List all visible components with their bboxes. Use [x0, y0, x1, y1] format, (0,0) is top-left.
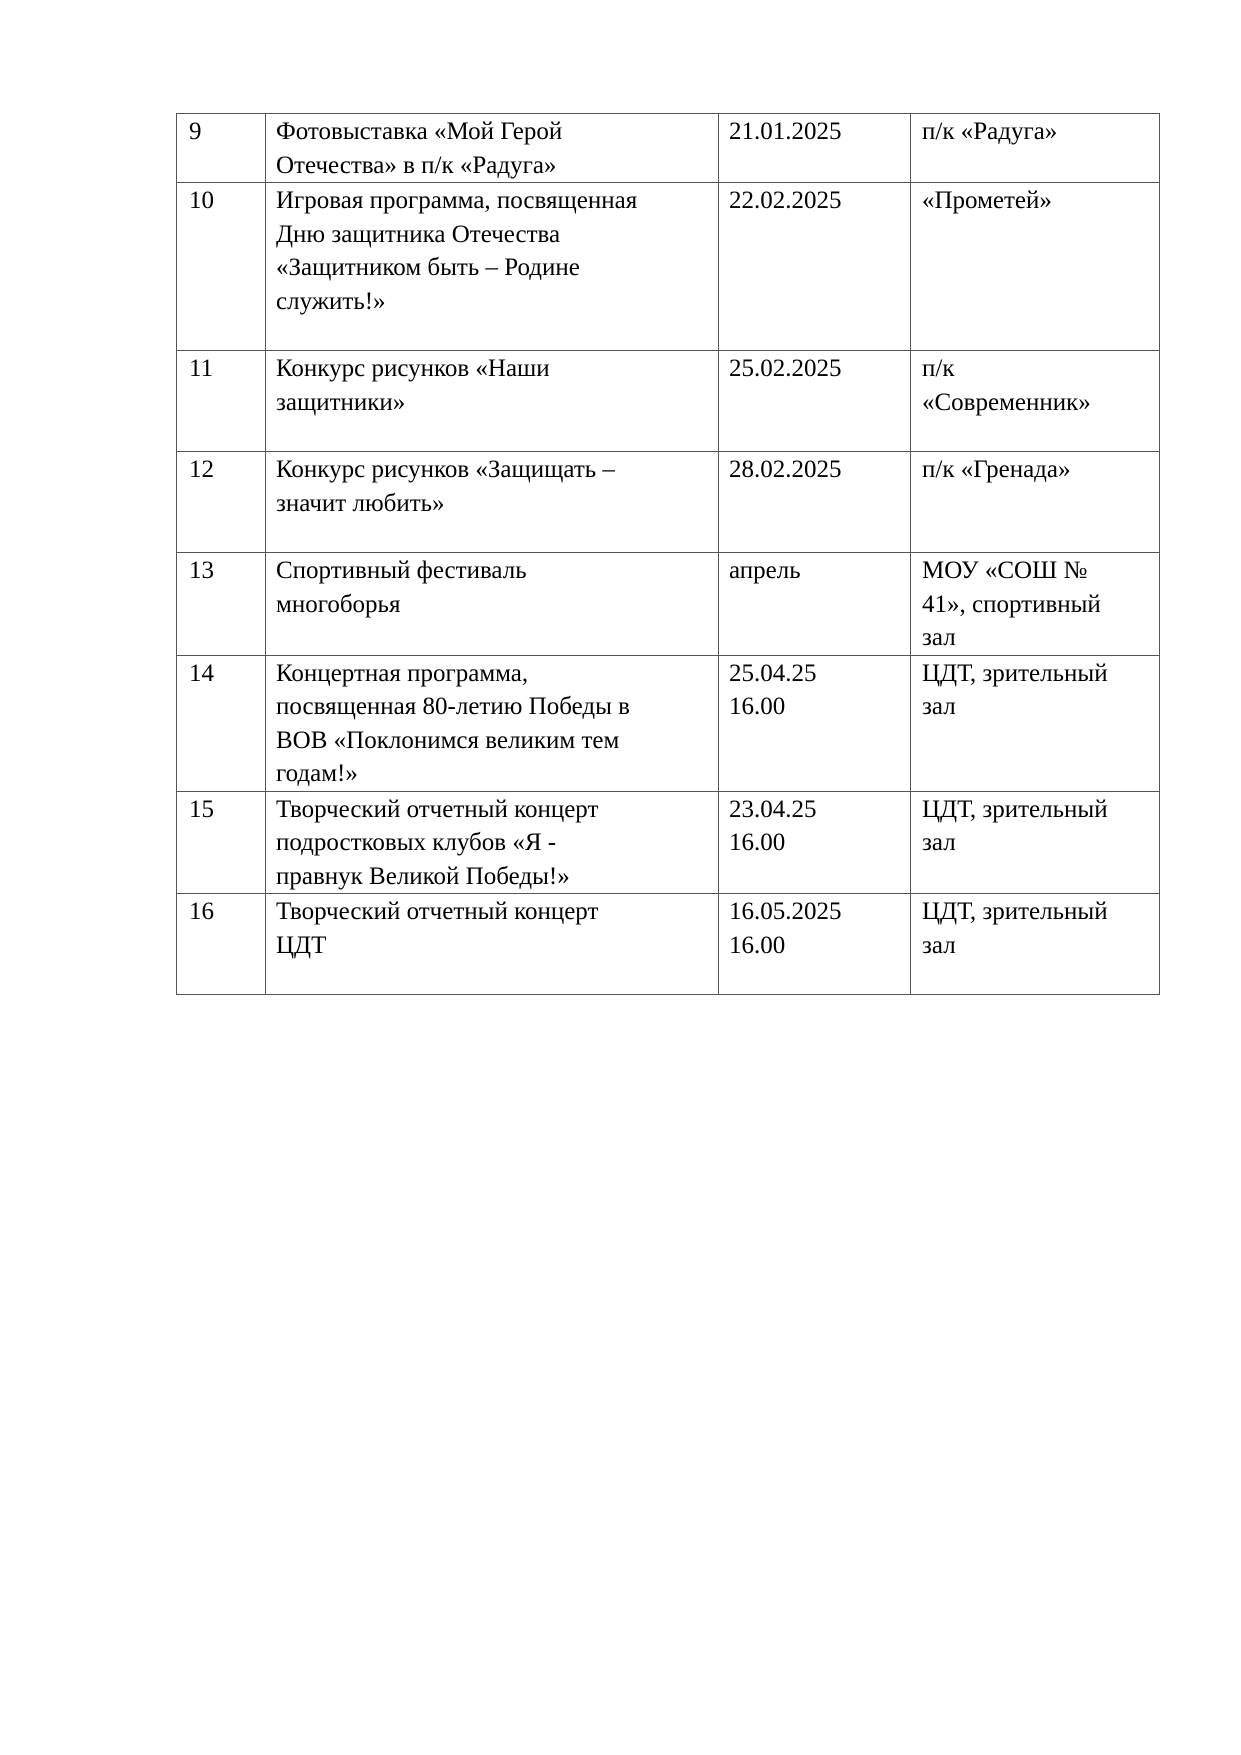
event-venue-line: п/к [922, 355, 955, 382]
event-date-line: 22.02.2025 [729, 187, 842, 214]
event-venue-cell [911, 114, 1160, 183]
event-name-line: Творческий отчетный концерт [276, 795, 599, 823]
event-venue-line: зал [922, 693, 956, 720]
row-number: 15 [189, 795, 214, 823]
table-row [177, 553, 1160, 656]
event-venue-line: «Современник» [922, 388, 1091, 416]
event-date-cell [719, 114, 911, 183]
row-number-cell [177, 183, 266, 351]
row-number: 11 [189, 355, 214, 382]
event-name-cell [266, 183, 719, 351]
row-number-cell [177, 553, 266, 656]
event-name-cell [266, 655, 719, 791]
events-table [176, 113, 1160, 995]
event-name-line: посвященная 80-летию Победы в [276, 693, 630, 720]
table-row [177, 114, 1160, 183]
event-name-line: правнук Великой Победы!» [276, 862, 570, 890]
event-date-cell [719, 791, 911, 894]
event-venue-line: зал [922, 931, 956, 959]
event-venue-line: МОУ «СОШ № [922, 557, 1088, 584]
event-name-line: ВОВ «Поклонимся великим тем [276, 726, 620, 754]
row-number: 16 [189, 898, 214, 925]
events-table-body [177, 114, 1160, 995]
event-name-cell [266, 791, 719, 894]
event-date-cell [719, 553, 911, 656]
row-number-cell [177, 894, 266, 995]
event-name-line: Концертная программа, [276, 659, 529, 687]
event-name-line: Творческий отчетный концерт [276, 898, 599, 925]
event-date-line: 21.01.2025 [729, 118, 842, 145]
row-number: 14 [189, 659, 214, 687]
event-venue-cell [911, 791, 1160, 894]
event-venue-cell [911, 183, 1160, 351]
event-venue-cell [911, 351, 1160, 452]
row-number-cell [177, 351, 266, 452]
event-date-cell [719, 452, 911, 553]
row-number: 13 [189, 557, 214, 584]
event-date-cell [719, 351, 911, 452]
event-name-line: служить!» [276, 287, 386, 315]
event-venue-cell [911, 894, 1160, 995]
event-date-line: 25.04.25 [729, 659, 817, 687]
event-venue-line: ЦДТ, зрительный [922, 795, 1108, 823]
event-name-cell [266, 351, 719, 452]
table-row [177, 452, 1160, 553]
event-name-line: Конкурс рисунков «Защищать – [276, 456, 615, 483]
event-venue-line: зал [922, 624, 956, 651]
event-name-cell [266, 894, 719, 995]
event-name-cell [266, 114, 719, 183]
row-number: 9 [189, 118, 202, 145]
event-name-line: ЦДТ [276, 931, 327, 959]
event-venue-cell [911, 553, 1160, 656]
event-date-cell [719, 894, 911, 995]
event-name-line: подростковых клубов «Я - [276, 829, 557, 856]
event-venue-line: ЦДТ, зрительный [922, 898, 1108, 925]
event-name-line: многоборья [276, 590, 401, 618]
event-name-line: «Защитником быть – Родине [276, 254, 580, 281]
table-row [177, 183, 1160, 351]
event-date-line: 25.02.2025 [729, 355, 842, 382]
event-name-line: Конкурс рисунков «Наши [276, 355, 550, 382]
event-date-line: 16.05.2025 [729, 898, 842, 925]
row-number-cell [177, 791, 266, 894]
event-name-line: защитники» [276, 388, 406, 416]
event-name-line: годам!» [276, 760, 358, 787]
event-date-line: 23.04.25 [729, 795, 817, 823]
event-name-line: Игровая программа, посвященная [276, 187, 638, 214]
event-date-line: 16.00 [729, 693, 786, 720]
row-number-cell [177, 452, 266, 553]
event-name-line: Отечества» в п/к «Радуга» [276, 151, 557, 179]
row-number-cell [177, 655, 266, 791]
event-date-cell [719, 655, 911, 791]
event-name-line: значит любить» [276, 489, 445, 517]
event-venue-line: п/к «Радуга» [922, 118, 1058, 145]
event-venue-cell [911, 655, 1160, 791]
event-date-line: апрель [729, 557, 801, 584]
event-date-line: 28.02.2025 [729, 456, 842, 483]
table-row [177, 791, 1160, 894]
event-name-line: Спортивный фестиваль [276, 557, 527, 584]
event-name-line: Дню защитника Отечества [276, 220, 561, 248]
table-row [177, 351, 1160, 452]
event-date-line: 16.00 [729, 931, 786, 959]
table-row [177, 894, 1160, 995]
event-venue-line: «Прометей» [922, 187, 1052, 214]
event-venue-line: ЦДТ, зрительный [922, 659, 1108, 687]
row-number: 12 [189, 456, 214, 483]
event-venue-line: зал [922, 829, 956, 856]
event-date-line: 16.00 [729, 829, 786, 856]
event-name-cell [266, 452, 719, 553]
event-date-cell [719, 183, 911, 351]
row-number: 10 [189, 187, 214, 214]
row-number-cell [177, 114, 266, 183]
table-row [177, 655, 1160, 791]
event-venue-line: 41», спортивный [922, 590, 1101, 618]
event-name-line: Фотовыставка «Мой Герой [276, 118, 563, 145]
event-venue-line: п/к «Гренада» [922, 456, 1071, 483]
event-name-cell [266, 553, 719, 656]
event-venue-cell [911, 452, 1160, 553]
